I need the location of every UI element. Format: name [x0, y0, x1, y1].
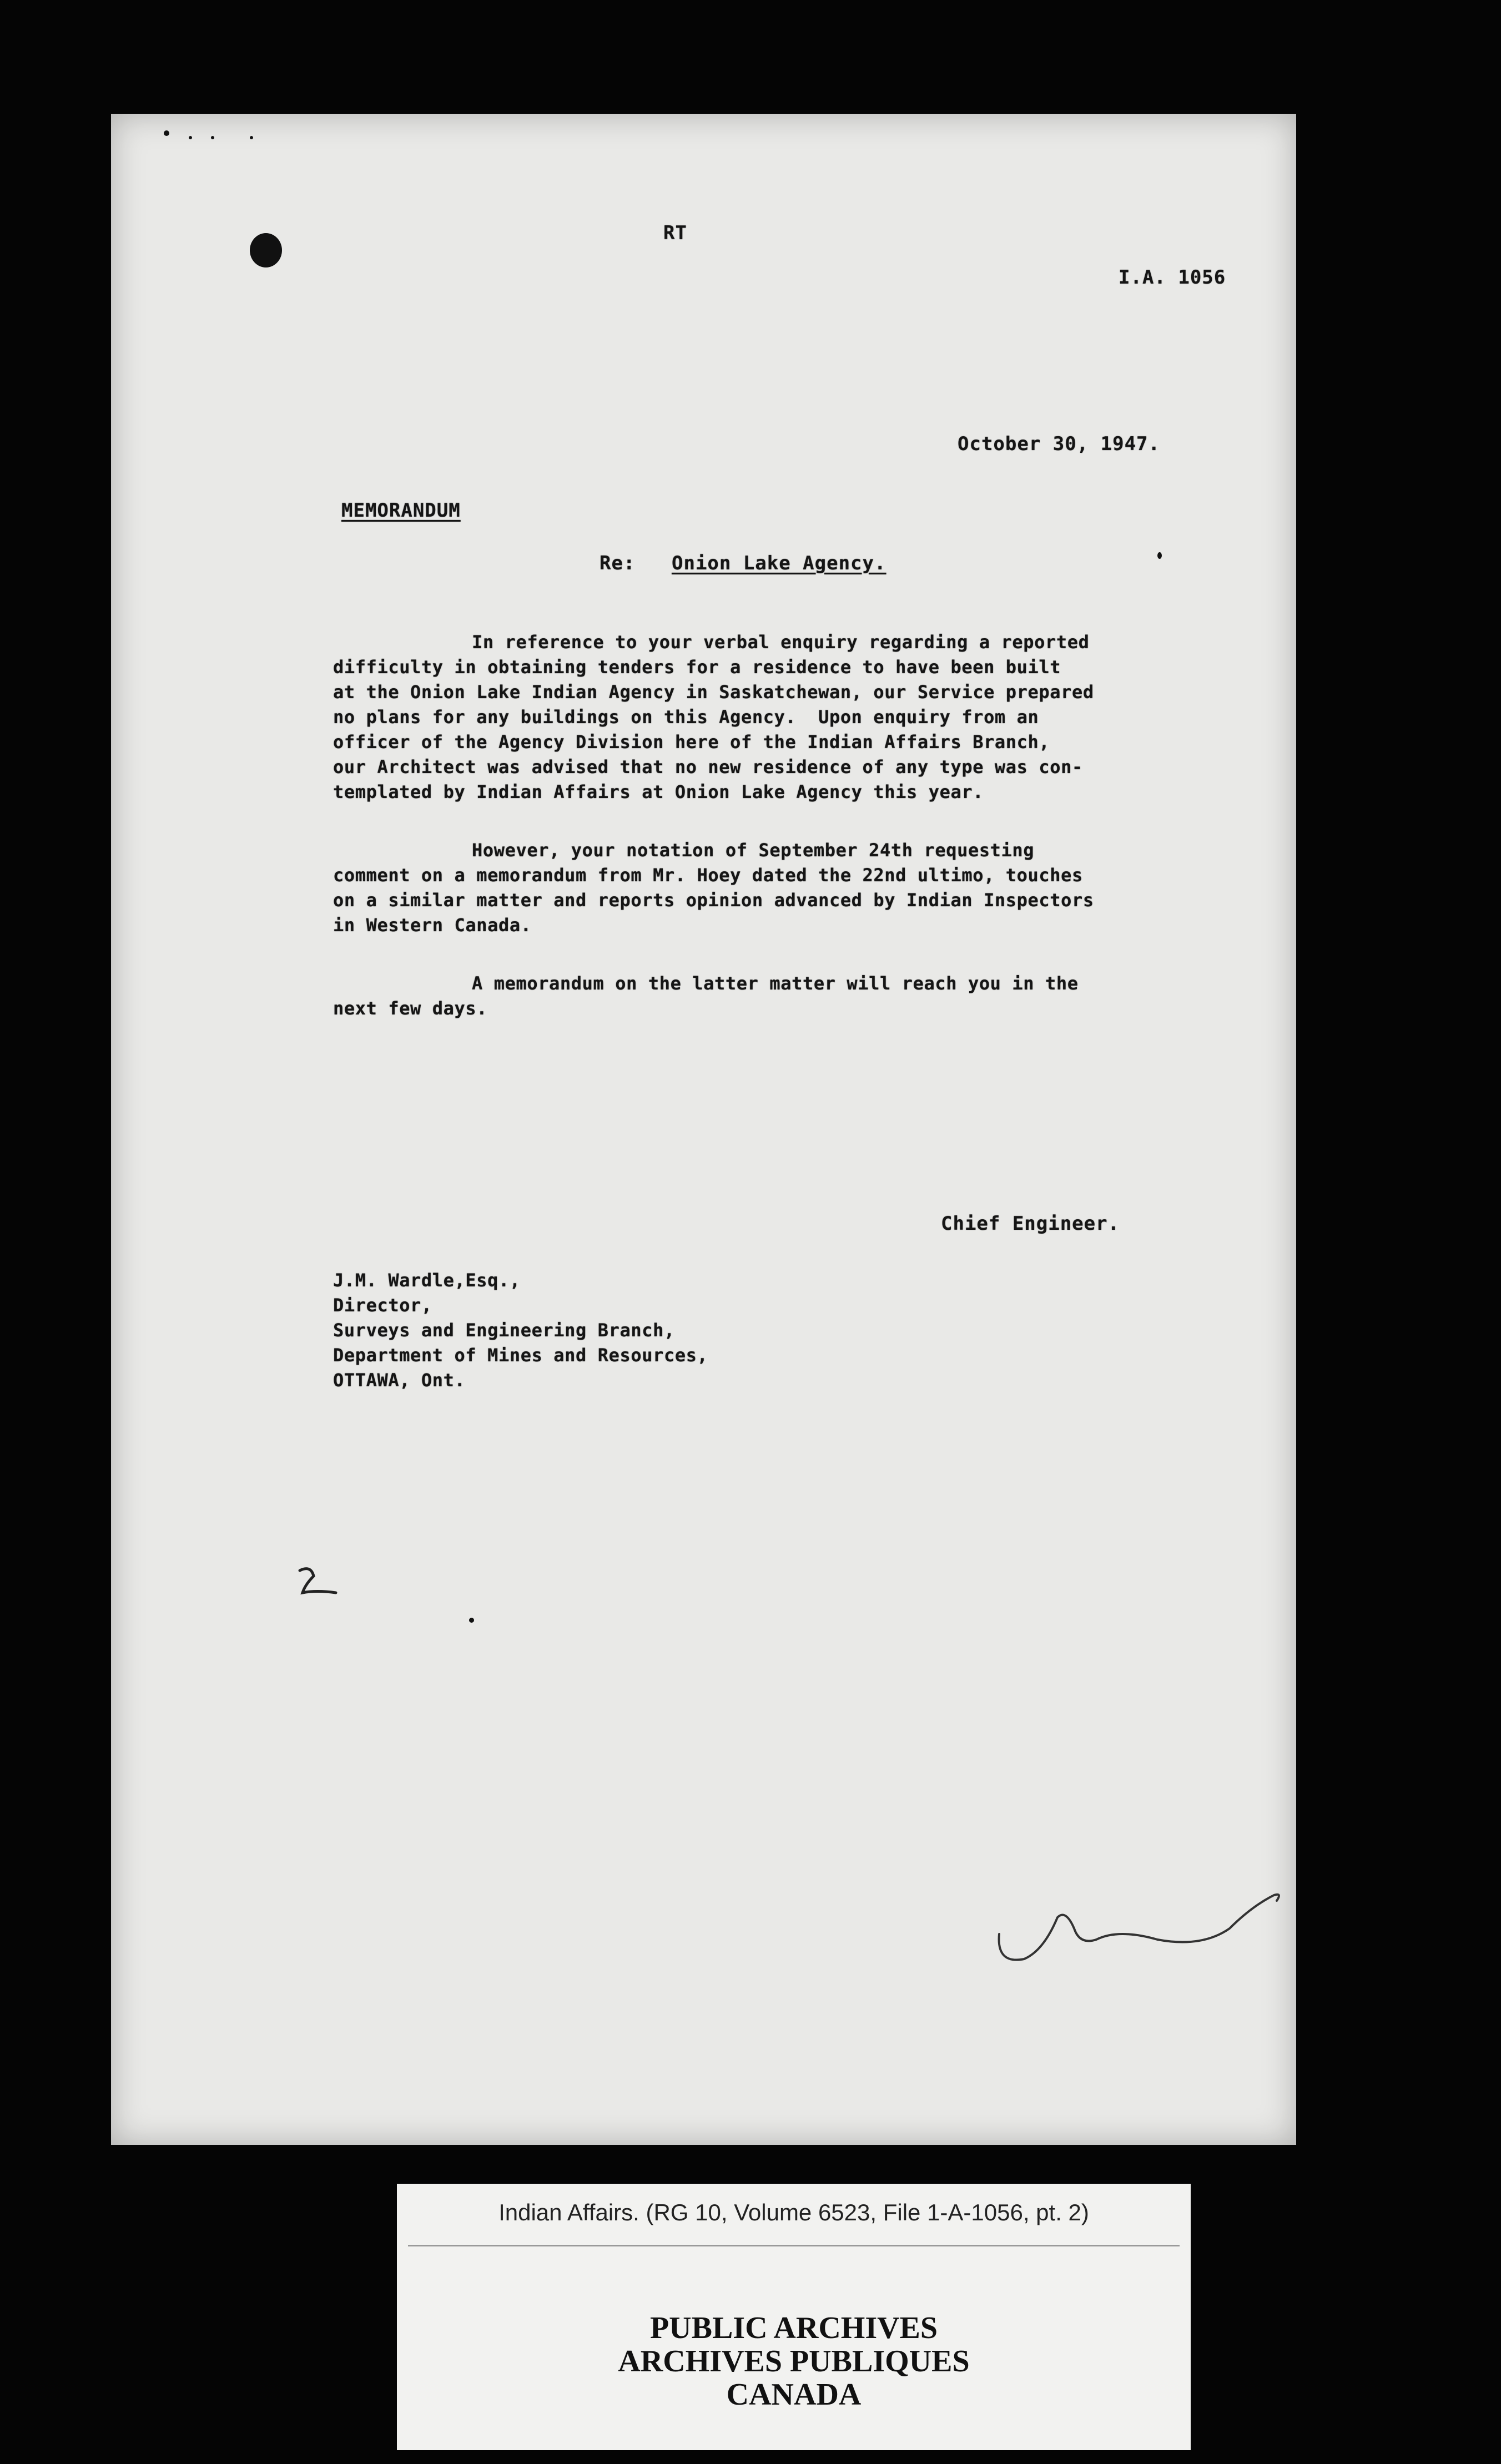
stray-mark [469, 1618, 474, 1623]
addressee-line: Surveys and Engineering Branch, [333, 1320, 675, 1341]
archive-reference: Indian Affairs. (RG 10, Volume 6523, File 1-A-1056, pt. 2) [498, 2199, 1089, 2225]
paragraph-1-line: officer of the Agency Division here of the Indian Affairs Branch, [333, 731, 1050, 753]
paragraph-2 [333, 838, 1094, 938]
paragraph-2-line: in Western Canada. [333, 915, 532, 936]
paragraph-1-line: difficulty in obtaining tenders for a residence to have been built [333, 657, 1061, 678]
stray-mark [1157, 552, 1162, 559]
re-label: Re: [600, 552, 636, 574]
handwritten-initial-mark [294, 1562, 344, 1601]
paragraph-2-line: on a similar matter and reports opinion advanced by Indian Inspectors [333, 890, 1094, 911]
paragraph-1-line: In reference to your verbal enquiry regarding a reported [472, 632, 1090, 653]
paragraph-1-line: no plans for any buildings on this Agency. Upon enquiry from an [333, 706, 1039, 728]
archive-stamp-line: CANADA [726, 2377, 862, 2412]
file-number: I.A. 1056 [1119, 266, 1226, 289]
label-divider [408, 2245, 1180, 2246]
addressee-line: J.M. Wardle,Esq., [333, 1270, 521, 1291]
paragraph-1-line: templated by Indian Affairs at Onion Lake Agency this year. [333, 781, 984, 802]
stray-mark [164, 130, 169, 136]
archive-label [397, 2184, 1191, 2450]
handwritten-signature [991, 1856, 1291, 1967]
paragraph-3 [333, 971, 1079, 1021]
paragraph-1-line: our Architect was advised that no new residence of any type was con- [333, 756, 1083, 777]
paragraph-1 [333, 630, 1094, 805]
paragraph-3-line: next few days. [333, 998, 488, 1019]
memo-date: October 30, 1947. [958, 433, 1160, 455]
memo-heading: MEMORANDUM [341, 499, 461, 522]
addressee-line: OTTAWA, Ont. [333, 1370, 466, 1391]
paragraph-2-line: However, your notation of September 24th requesting [472, 840, 1035, 861]
archive-stamp-line: ARCHIVES PUBLIQUES [618, 2344, 970, 2379]
memo-page [111, 114, 1296, 2145]
addressee-line: Director, [333, 1295, 432, 1316]
stray-mark [250, 136, 253, 139]
stray-mark [211, 136, 214, 139]
stray-mark [189, 136, 192, 139]
punch-hole-mark [250, 233, 282, 267]
addressee-line: Department of Mines and Resources, [333, 1345, 708, 1366]
re-subject: Onion Lake Agency. [672, 552, 887, 574]
initials: RT [663, 222, 687, 244]
archive-stamp-line: PUBLIC ARCHIVES [649, 2311, 938, 2345]
addressee-block [333, 1268, 708, 1393]
paragraph-1-line: at the Onion Lake Indian Agency in Saskatchewan, our Service prepared [333, 681, 1094, 703]
paragraph-3-line: A memorandum on the latter matter will reach you in the [472, 973, 1079, 994]
paragraph-2-line: comment on a memorandum from Mr. Hoey dated the 22nd ultimo, touches [333, 865, 1083, 886]
signature-title: Chief Engineer. [941, 1213, 1120, 1235]
